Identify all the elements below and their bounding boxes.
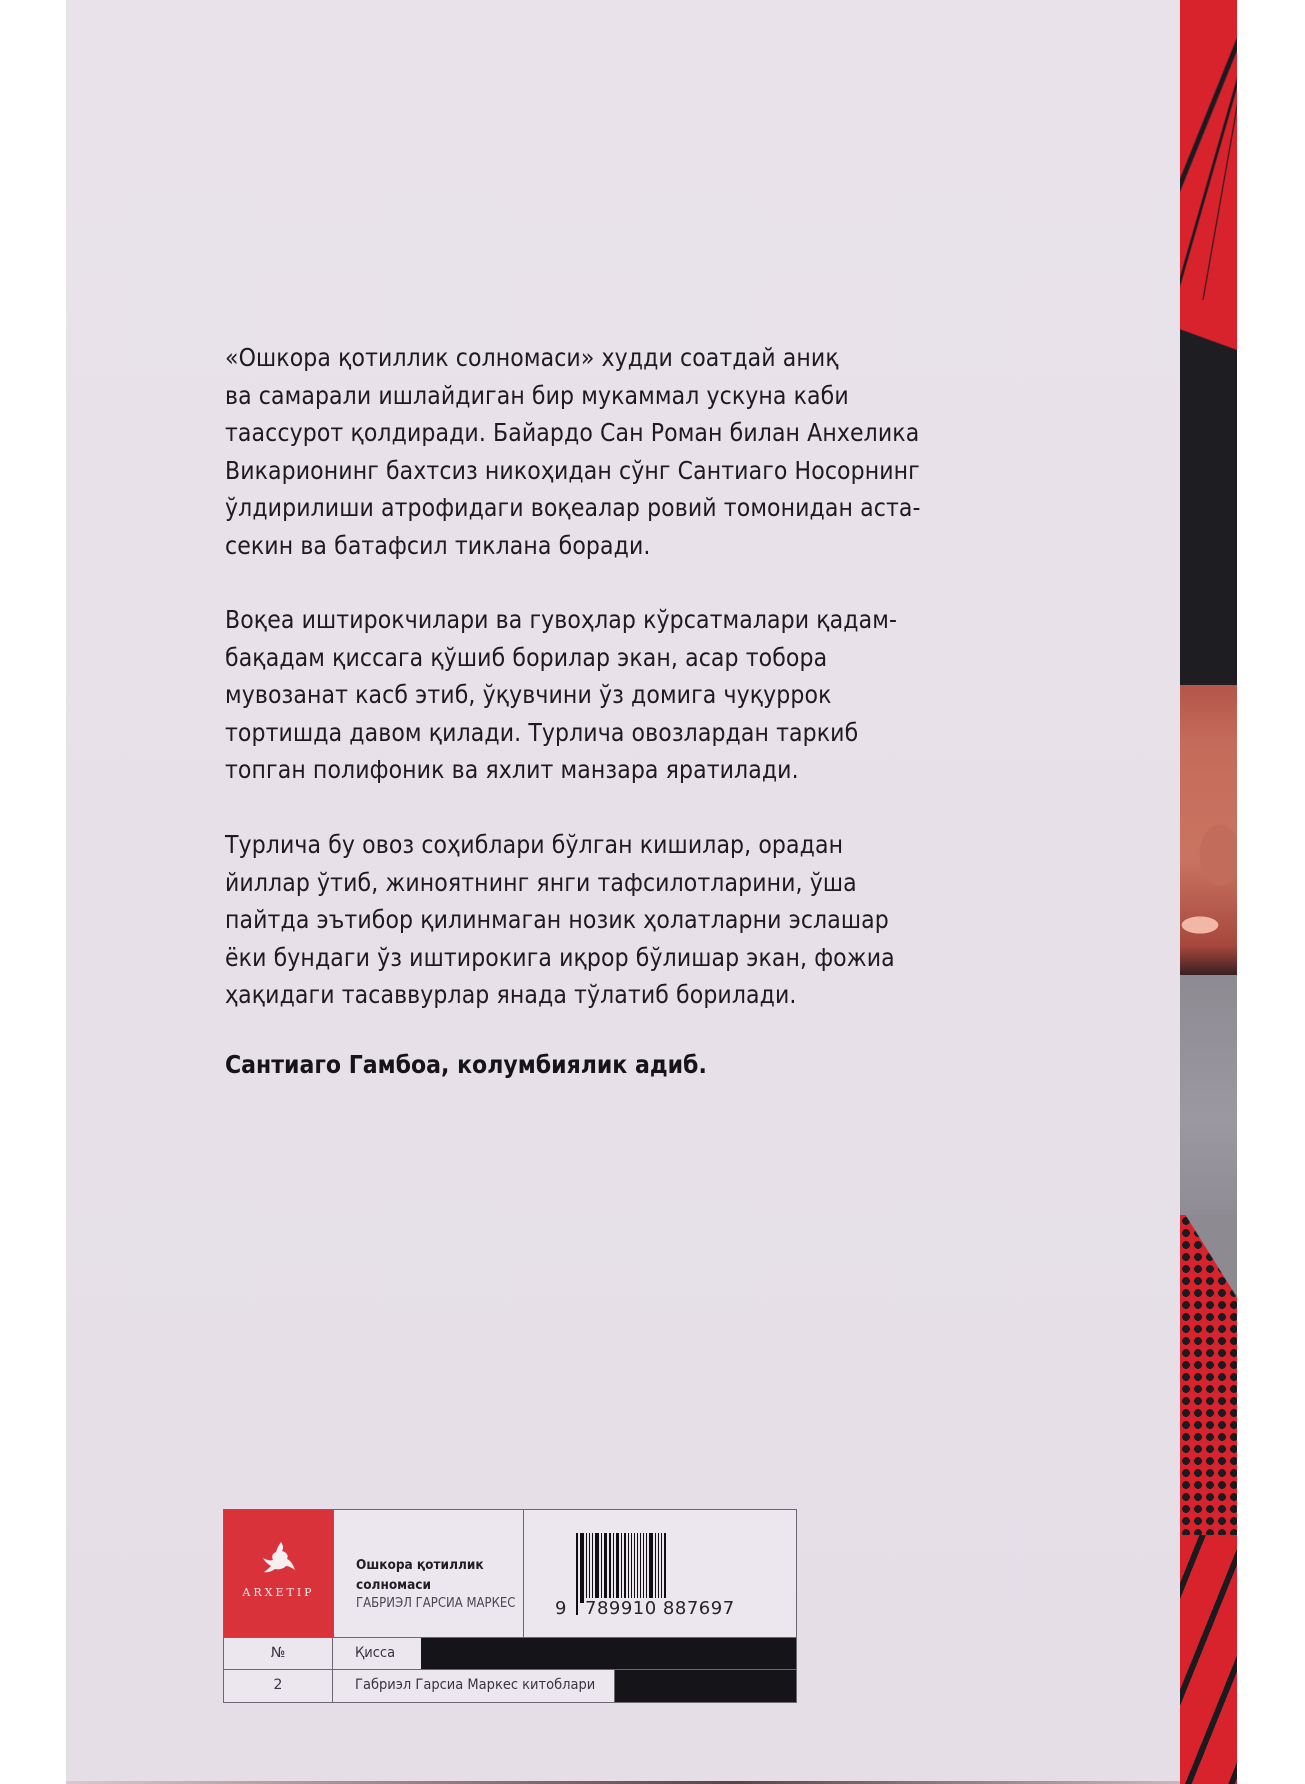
book-author: ГАБРИЭЛ ГАРСИА МАРКЕС [356, 1596, 516, 1611]
blurb-line: пайтда эътибор қилинмаган нозик ҳолатларни эслашар [225, 905, 889, 935]
barcode-cell [523, 1510, 797, 1637]
art-red-rays [1180, 0, 1237, 300]
blurb-line: тортишда давом қилади. Турлича овозлардан таркиб [225, 717, 859, 747]
blurb-line: ҳақидаги тасаввурлар янада тўлатиб борилади. [225, 980, 797, 1010]
art-gray [1180, 975, 1237, 1215]
book-title-line-2: солномаси [356, 1577, 432, 1593]
blurb-line: Турлича бу овоз соҳиблари бўлган кишилар, орадан [225, 830, 844, 859]
art-face [1180, 685, 1237, 975]
isbn-first-digit: 9 [555, 1598, 567, 1619]
row-black-bar [615, 1670, 796, 1702]
row-label: Қисса [333, 1638, 421, 1669]
art-stripes [1180, 1535, 1237, 1784]
art-gray-corner [1180, 1215, 1237, 1305]
book-title-line-1: Ошкора қотиллик [356, 1557, 484, 1573]
blurb-signature: Сантиаго Гамбоа, колумбиялик адиб. [225, 1050, 707, 1079]
blurb-line: «Ошкора қотиллик солномаси» худди соатдай аниқ [225, 343, 839, 372]
row-black-bar [421, 1638, 796, 1669]
blurb-line: таассурот қолдиради. Байардо Сан Роман билан Анхелика [225, 418, 920, 448]
title-cell [333, 1510, 523, 1637]
blurb-line: ва самарали ишлайдиган бир мукаммал ускуна каби [225, 380, 849, 410]
blurb-line: бақадам қиссага қўшиб борилар экан, асар тобора [225, 642, 828, 672]
deer-icon [259, 1540, 299, 1576]
blurb-paragraph-3 [225, 826, 1025, 1014]
row-label: Габриэл Гарсиа Маркес китоблари [333, 1670, 615, 1702]
row-number: 2 [224, 1670, 333, 1702]
art-red-edge [1180, 300, 1237, 420]
row-number: № [224, 1638, 333, 1669]
art-black-lower [1180, 490, 1237, 685]
blurb-line: йиллар ўтиб, жиноятнинг янги тафсилотларини, ўша [225, 867, 857, 897]
blurb-line: секин ва батафсил тиклана боради. [225, 530, 651, 560]
info-row-series [224, 1669, 796, 1702]
isbn-number: 789910 887697 [585, 1598, 735, 1619]
blurb-line: топган полифоник ва яхлит манзара яратилади. [225, 755, 799, 785]
book-info-box [223, 1509, 797, 1703]
blurb-paragraph-2 [225, 601, 1025, 789]
blurb-line: Викарионинг бахтсиз никоҳидан сўнг Сантиаго Носорнинг [225, 455, 920, 485]
blurb-line: мувозанат касб этиб, ўқувчини ўз домига чуқуррок [225, 680, 832, 710]
blurb-line: Воқеа иштирокчилари ва гувоҳлар кўрсатмалари қадам- [225, 605, 898, 634]
blurb-line: ёки бундаги ўз иштирокига иқрор бўлишар экан, фожиа [225, 942, 895, 972]
publisher-name: ARXETIP [242, 1586, 315, 1599]
blurb-paragraph-1 [225, 339, 1025, 565]
info-row-genre [224, 1637, 796, 1669]
publisher-logo [224, 1510, 333, 1637]
book-title [356, 1555, 484, 1595]
blurb-line: ўлдирилиши атрофидаги воқеалар ровий томонидан аста- [225, 493, 921, 523]
cover-art-strip [1180, 0, 1237, 1784]
